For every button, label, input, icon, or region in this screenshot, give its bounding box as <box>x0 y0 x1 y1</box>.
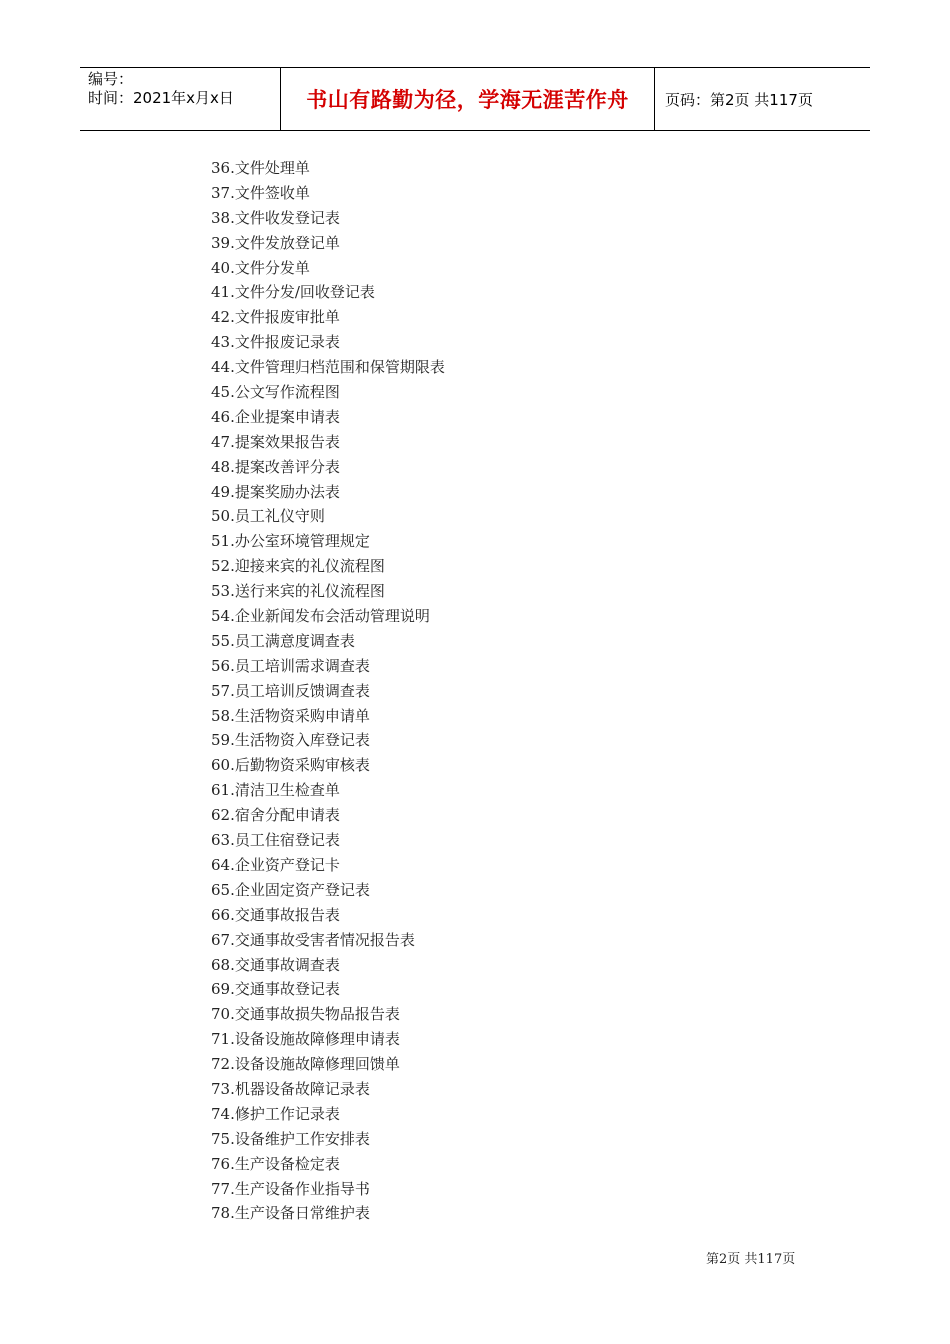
list-item: 65.企业固定资产登记表 <box>211 880 370 899</box>
list-item: 60.后勤物资采购审核表 <box>211 756 370 775</box>
list-item: 47.提案效果报告表 <box>211 432 340 451</box>
number-label: 编号： <box>88 70 134 88</box>
list-item: 78.生产设备日常维护表 <box>211 1204 370 1223</box>
list-item: 62.宿舍分配申请表 <box>211 806 340 825</box>
list-item: 54.企业新闻发布会活动管理说明 <box>211 607 430 626</box>
list-item: 73.机器设备故障记录表 <box>211 1079 370 1098</box>
list-item: 67.交通事故受害者情况报告表 <box>211 930 415 949</box>
list-item: 48.提案改善评分表 <box>211 457 340 476</box>
list-item: 43.文件报废记录表 <box>211 333 340 352</box>
page-header <box>80 67 870 131</box>
page-footer: 第2页 共117页 <box>706 1252 796 1267</box>
header-meta <box>80 68 281 130</box>
list-item: 64.企业资产登记卡 <box>211 855 340 874</box>
list-item: 72.设备设施故障修理回馈单 <box>211 1055 400 1074</box>
time-label: 时间：2021年x月x日 <box>88 89 234 107</box>
header-motto-cell <box>281 68 655 130</box>
list-item: 55.员工满意度调查表 <box>211 631 355 650</box>
list-item: 69.交通事故登记表 <box>211 980 340 999</box>
list-item: 51.办公室环境管理规定 <box>211 532 370 551</box>
form-list <box>211 156 445 1226</box>
list-item: 77.生产设备作业指导书 <box>211 1179 370 1198</box>
list-item: 36.文件处理单 <box>211 159 310 177</box>
list-item: 58.生活物资采购申请单 <box>211 706 370 725</box>
list-item: 44.文件管理归档范围和保管期限表 <box>211 358 445 377</box>
list-item: 68.交通事故调查表 <box>211 955 340 974</box>
list-item: 61.清洁卫生检查单 <box>211 781 340 800</box>
list-item: 52.迎接来宾的礼仪流程图 <box>211 557 385 576</box>
list-item: 56.员工培训需求调查表 <box>211 656 370 675</box>
list-item: 66.交通事故报告表 <box>211 905 340 924</box>
list-item: 70.交通事故损失物品报告表 <box>211 1005 400 1024</box>
list-item: 46.企业提案申请表 <box>211 407 340 426</box>
list-item: 39.文件发放登记单 <box>211 233 340 252</box>
list-item: 37.文件签收单 <box>211 183 310 202</box>
list-item: 63.员工住宿登记表 <box>211 831 340 850</box>
list-item: 76.生产设备检定表 <box>211 1154 340 1173</box>
list-item: 53.送行来宾的礼仪流程图 <box>211 582 385 601</box>
list-item: 71.设备设施故障修理申请表 <box>211 1030 400 1049</box>
list-item: 38.文件收发登记表 <box>211 208 340 227</box>
list-item: 75.设备维护工作安排表 <box>211 1129 370 1148</box>
list-item: 40.文件分发单 <box>211 258 310 277</box>
list-item: 45.公文写作流程图 <box>211 383 340 402</box>
list-item: 42.文件报废审批单 <box>211 308 340 327</box>
list-item: 59.生活物资入库登记表 <box>211 731 370 750</box>
list-item: 41.文件分发/回收登记表 <box>211 283 375 302</box>
motto-text: 书山有路勤为径，学海无涯苦作舟 <box>306 88 629 112</box>
list-item: 57.员工培训反馈调查表 <box>211 681 370 700</box>
list-item: 50.员工礼仪守则 <box>211 507 325 526</box>
list-item: 49.提案奖励办法表 <box>211 482 340 501</box>
list-item: 74.修护工作记录表 <box>211 1104 340 1123</box>
header-page-cell <box>655 68 870 130</box>
page-label: 页码：第2页 共117页 <box>665 90 813 109</box>
